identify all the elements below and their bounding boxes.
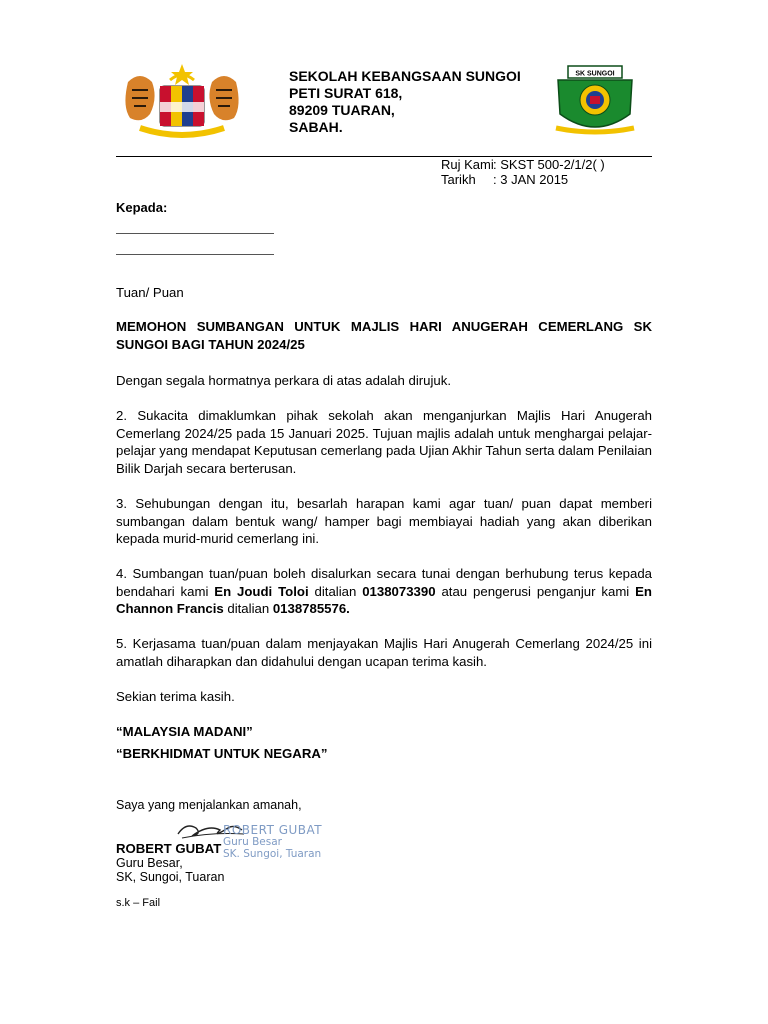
cc-line: s.k – Fail <box>116 897 161 909</box>
stamp-name: ROBERT GUBAT <box>223 823 323 837</box>
chair-name: En Channon Francis <box>116 583 652 616</box>
recipient-label: Kepada: <box>116 200 168 215</box>
signatory-title: Guru Besar, <box>116 856 183 870</box>
motto-berkhidmat: “BERKHIDMAT UNTUK NEGARA” <box>116 746 328 761</box>
closing-line: Sekian terima kasih. <box>116 689 235 704</box>
para4-part3: atau pengerusi penganjur kami <box>435 583 636 599</box>
subject-heading: MEMOHON SUMBANGAN UNTUK MAJLIS HARI ANUGERAH CEMERLANG SK SUNGOI BAGI TAHUN 2024/25 <box>116 319 652 352</box>
school-crest-logo <box>546 62 644 140</box>
para4-part2: ditalian <box>308 583 363 599</box>
ruj-label: Ruj Kami <box>441 157 494 172</box>
recipient-line-1 <box>116 233 274 234</box>
treasurer-name: En Joudi Toloi <box>214 583 309 599</box>
chair-phone: 0138785576. <box>272 601 350 616</box>
paragraph-3: 3. Sehubungan dengan itu, besarlah harapan kami agar tuan/ puan dapat memberi sumbangan dalam bentuk wang/ hamper bagi membiayai hadiah yang akan diberikan kepada murid-murid cemerlang ini. <box>116 496 652 546</box>
paragraph-5: 5. Kerjasama tuan/puan dalam menjayakan Majlis Hari Anugerah Cemerlang 2024/25 ini amatlah diharapkan dan didahului dengan ucapan terima kasih. <box>116 636 652 669</box>
official-stamp <box>223 824 322 860</box>
school-name: SEKOLAH KEBANGSAAN SUNGOI <box>289 68 521 84</box>
stamp-school: SK. Sungoi, Tuaran <box>223 848 322 860</box>
treasurer-phone: 0138073390 <box>362 583 436 599</box>
tarikh-label: Tarikh <box>441 172 476 187</box>
motto-malaysia-madani: “MALAYSIA MADANI” <box>116 724 253 739</box>
address-line-1: PETI SURAT 618, <box>289 85 403 101</box>
ruj-value: : SKST 500-2/1/2( ) <box>493 157 605 172</box>
para4-part4: ditalian <box>223 601 273 616</box>
school-address-block <box>289 68 521 136</box>
recipient-line-2 <box>116 254 274 255</box>
reference-block <box>441 157 605 187</box>
address-line-3: SABAH. <box>289 119 343 135</box>
paragraph-4 <box>116 565 652 618</box>
tarikh-value: : 3 JAN 2015 <box>493 172 569 187</box>
intro-paragraph: Dengan segala hormatnya perkara di atas adalah dirujuk. <box>116 373 452 388</box>
signoff-line: Saya yang menjalankan amanah, <box>116 798 302 812</box>
salutation: Tuan/ Puan <box>116 285 184 300</box>
para4-part1: 4. Sumbangan tuan/puan boleh disalurkan secara tunai dengan berhubung terus kepada bendahari kami <box>116 566 652 599</box>
signatory-name: ROBERT GUBAT <box>116 841 222 856</box>
malaysia-coat-of-arms-logo <box>118 62 246 140</box>
signatory-school: SK, Sungoi, Tuaran <box>116 870 225 884</box>
paragraph-2: 2. Sukacita dimaklumkan pihak sekolah akan menganjurkan Majlis Hari Anugerah Cemerlang 2024/25 pada 15 Januari 2025. Tujuan majlis adalah untuk menghargai pelajar-pelajar yang mendapat Keputusan cemerlang pada Ujian Akhir Tahun serta dalam Penilaian Bilik Darjah secara berterusan. <box>116 408 652 476</box>
address-line-2: 89209 TUARAN, <box>289 102 395 118</box>
stamp-title: Guru Besar <box>223 836 282 848</box>
school-crest-banner: SK SUNGOI <box>575 70 615 78</box>
